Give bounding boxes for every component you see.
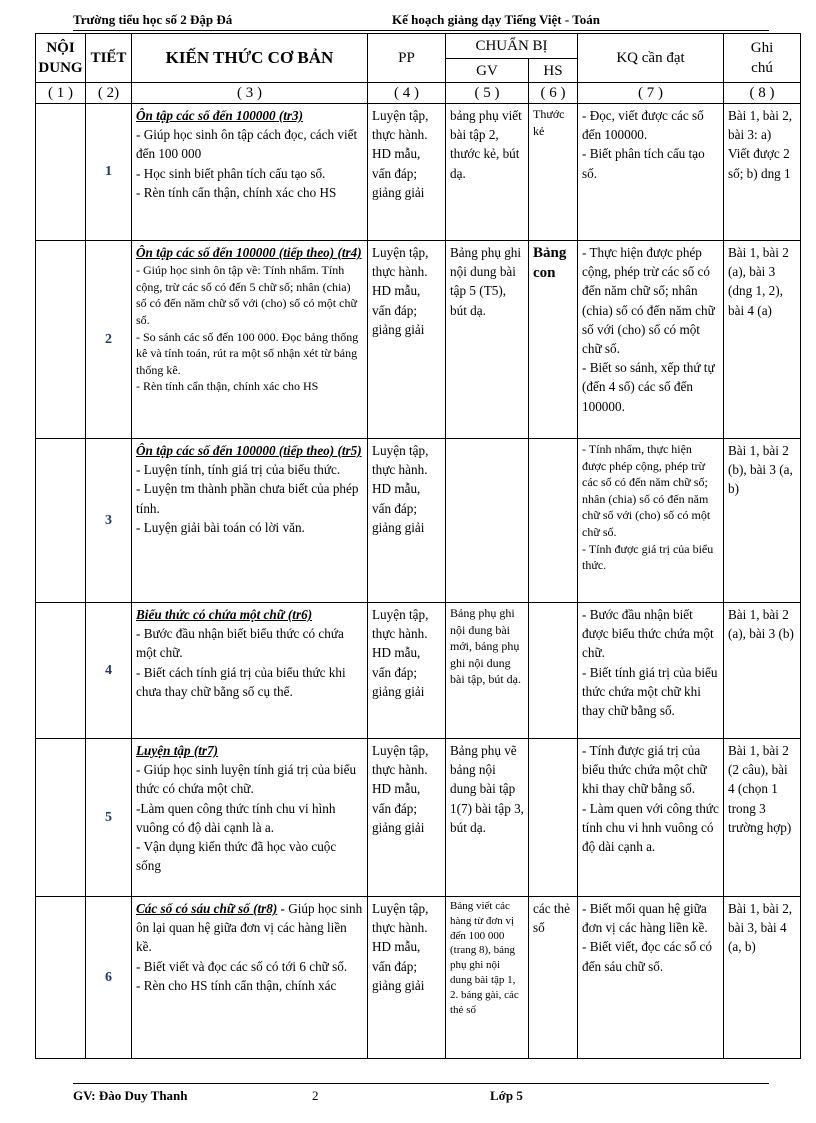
lesson-title: Biểu thức có chứa một chữ (tr6)	[136, 607, 313, 622]
content-line: -Làm quen công thức tính chu vi hình vuông có độ dài cạnh là a.	[136, 800, 336, 835]
pp-cell: Luyện tập, thực hành. HD mẫu, vấn đáp; giảng giải	[368, 739, 446, 897]
gv-cell: Bảng phụ ghi nội dung bài tập 5 (T5), bút dạ.	[446, 241, 529, 439]
content-cell	[132, 104, 368, 241]
content-line: - So sánh các số đến 100 000. Đọc bảng thống kê và tính toán, rút ra một số nhận xét từ bảng thống kê.	[136, 329, 359, 377]
content-line: - Giúp học sinh luyện tính giá trị của biểu thức có chứa một chữ.	[136, 762, 357, 797]
table-row	[36, 603, 801, 739]
content-line: - Học sinh biết phân tích cấu tạo số.	[136, 165, 326, 181]
table-row	[36, 897, 801, 1059]
gv-cell: Bảng phụ ghi nội dung bài mới, bảng phụ ghi nội dung bài tập, bút dạ.	[446, 603, 529, 739]
table-row	[36, 104, 801, 241]
content-cell	[132, 897, 368, 1059]
content-line: - Bước đầu nhận biết biểu thức có chứa một chữ.	[136, 626, 344, 661]
content-line: - Giúp học sinh ôn tập về: Tính nhẩm. Tính cộng, trừ các số có đến 5 chữ số; nhân (chia) số có đến năm chữ số với (cho) số có một chữ số.	[136, 263, 357, 327]
content-cell	[132, 603, 368, 739]
noi-dung-cell	[36, 104, 86, 241]
ghi-chu-cell: Bài 1, bài 2 (b), bài 3 (a, b)	[724, 439, 801, 603]
kq-line: - Biết so sánh, xếp thứ tự (đến 4 số) các số đến 100000.	[582, 360, 715, 414]
pp-cell: Luyện tập, thực hành. HD mẫu, vấn đáp; giảng giải	[368, 439, 446, 603]
ghi-chu-cell: Bài 1, bài 2 (a), bài 3 (dng 1, 2), bài 4 (a)	[724, 241, 801, 439]
class-name: Lớp 5	[490, 1088, 523, 1103]
kq-line: - Làm quen với công thức tính chu vi hnh vuông có độ dài cạnh a.	[582, 800, 719, 855]
lesson-title-tail: - Giúp học sinh ôn lại quan hệ giữa đơn vị các hàng liền kề.	[136, 901, 363, 955]
hs-cell: các thẻ số	[529, 897, 578, 1059]
kq-line: - Biết mối quan hệ giữa đơn vị các hàng liền kề.	[582, 901, 708, 936]
kq-line: - Biết tính giá trị của biểu thức chứa một chữ khi thay chữ bằng số.	[582, 664, 718, 719]
page-number: 2	[312, 1088, 319, 1103]
pp-cell: Luyện tập, thực hành. HD mẫu, vấn đáp; giảng giải	[368, 603, 446, 739]
col-number: ( 7 )	[578, 83, 724, 104]
col-number: ( 5 )	[446, 83, 529, 104]
gv-cell: bảng phụ viết bài tập 2, thước kẻ, bút dạ.	[446, 104, 529, 241]
gv-cell: Bảng phụ vẽ bảng nội dung bài tập 1(7) bài tập 3, bút dạ.	[446, 739, 529, 897]
content-line: - Rèn tính cẩn thận, chính xác cho HS	[136, 184, 337, 200]
pp-cell: Luyện tập, thực hành. HD mẫu, vấn đáp; giảng giải	[368, 104, 446, 241]
hs-cell: Bảng con	[529, 241, 578, 439]
col-hs: HS	[529, 59, 578, 83]
kq-cell	[578, 104, 724, 241]
col-kq: KQ cần đạt	[578, 34, 724, 83]
col-number: ( 1 )	[36, 83, 86, 104]
col-number: ( 8 )	[724, 83, 801, 104]
col-noi-dung-line1: NỘI	[46, 40, 75, 56]
col-number: ( 4 )	[368, 83, 446, 104]
noi-dung-cell	[36, 897, 86, 1059]
noi-dung-cell	[36, 739, 86, 897]
school-name: Trường tiểu học số 2 Đập Đá	[73, 12, 233, 27]
ghi-chu-cell: Bài 1, bài 2 (a), bài 3 (b)	[724, 603, 801, 739]
content-cell	[132, 241, 368, 439]
tiet-number: 2	[86, 241, 132, 439]
kq-line: - Biết phân tích cấu tạo số.	[582, 146, 705, 181]
lesson-title: Ôn tập các số đến 100000 (tiếp theo) (tr5)	[136, 443, 362, 458]
content-line: - Biết cách tính giá trị của biểu thức khi chưa thay chữ bằng số cụ thể.	[136, 664, 346, 699]
lesson-title: Các số có sáu chữ số (tr8)	[136, 901, 278, 916]
col-chuan-bi: CHUẨN BỊ	[446, 34, 578, 59]
ghi-chu-cell: Bài 1, bài 2, bài 3: a) Viết được 2 số; b) dng 1	[724, 104, 801, 241]
header-row-1	[36, 34, 801, 59]
tiet-number: 5	[86, 739, 132, 897]
col-kien-thuc: KIẾN THỨC CƠ BẢN	[132, 34, 368, 83]
ghi-chu-cell: Bài 1, bài 2 (2 câu), bài 4 (chọn 1 trong 3 trường hợp)	[724, 739, 801, 897]
lesson-title: Luyện tập (tr7)	[136, 743, 219, 758]
table-row	[36, 241, 801, 439]
hs-cell	[529, 603, 578, 739]
col-ghi-chu	[724, 34, 801, 83]
content-cell	[132, 439, 368, 603]
content-cell	[132, 739, 368, 897]
col-tiet: TIẾT	[86, 34, 132, 83]
column-number-row	[36, 83, 801, 104]
kq-cell	[578, 439, 724, 603]
col-pp: PP	[368, 34, 446, 83]
gv-cell	[446, 439, 529, 603]
col-ghi-chu-line1: Ghi	[750, 40, 774, 56]
kq-cell	[578, 241, 724, 439]
table-row	[36, 439, 801, 603]
table-row	[36, 739, 801, 897]
teacher-name: GV: Đào Duy Thanh	[73, 1088, 188, 1103]
kq-line: - Tính nhẩm, thực hiện được phép cộng, phép trừ các số có đến năm chữ số; nhân (chia) số có đến năm chữ số với (cho) số có một chữ số.	[582, 442, 711, 539]
col-ghi-chu-line2: chú	[751, 60, 773, 76]
hs-cell	[529, 739, 578, 897]
col-number: ( 6 )	[529, 83, 578, 104]
noi-dung-cell	[36, 439, 86, 603]
kq-line: - Đọc, viết được các số đến 100000.	[582, 108, 704, 143]
header-rule	[73, 30, 769, 31]
lesson-plan-table	[35, 33, 801, 1059]
col-noi-dung-line2: DUNG	[38, 60, 83, 76]
pp-cell: Luyện tập, thực hành. HD mẫu, vấn đáp; giảng giải	[368, 241, 446, 439]
plan-title: Kế hoạch giảng dạy Tiếng Việt - Toán	[392, 12, 600, 27]
content-line: - Luyện tm thành phần chưa biết của phép tính.	[136, 481, 359, 516]
tiet-number: 4	[86, 603, 132, 739]
kq-line: - Thực hiện được phép cộng, phép trừ các số có đến năm chữ số; nhân (chia) số có đến năm chữ số với (cho) số có một chữ số.	[582, 245, 715, 357]
col-gv: GV	[446, 59, 529, 83]
pp-cell: Luyện tập, thực hành. HD mẫu, vấn đáp; giảng giải	[368, 897, 446, 1059]
tiet-number: 1	[86, 104, 132, 241]
content-line: - Biết viết và đọc các số có tới 6 chữ số.	[136, 958, 348, 974]
ghi-chu-cell: Bài 1, bài 2, bài 3, bài 4 (a, b)	[724, 897, 801, 1059]
col-number: ( 3 )	[132, 83, 368, 104]
kq-line: - Biết viết, đọc các số có đến sáu chữ số.	[582, 939, 712, 974]
kq-cell	[578, 897, 724, 1059]
kq-line: - Tính được giá trị của biểu thức.	[582, 541, 714, 573]
gv-cell: Bảng viết các hàng từ đơn vị đến 100 000 (trang 8), bảng phụ ghi nội dung bài tập 1, 2. bảng gài, các thẻ số	[446, 897, 529, 1059]
content-line: - Luyện tính, tính giá trị của biểu thức.	[136, 462, 341, 478]
tiet-number: 3	[86, 439, 132, 603]
noi-dung-cell	[36, 241, 86, 439]
content-line: - Giúp học sinh ôn tập cách đọc, cách viết đến 100 000	[136, 127, 358, 162]
content-line: - Rèn cho HS tính cẩn thận, chính xác	[136, 977, 337, 993]
noi-dung-cell	[36, 603, 86, 739]
kq-line: - Bước đầu nhận biết được biểu thức chứa một chữ.	[582, 607, 714, 661]
hs-cell	[529, 439, 578, 603]
col-number: ( 2)	[86, 83, 132, 104]
footer-rule	[73, 1083, 769, 1084]
lesson-title: Ôn tập các số đến 100000 (tr3)	[136, 108, 304, 123]
content-line: - Rèn tính cẩn thận, chính xác cho HS	[136, 379, 319, 394]
tiet-number: 6	[86, 897, 132, 1059]
kq-cell	[578, 603, 724, 739]
hs-cell: Thước kẻ	[529, 104, 578, 241]
kq-cell	[578, 739, 724, 897]
col-noi-dung	[36, 34, 86, 83]
content-line: - Vận dụng kiến thức đã học vào cuộc sống	[136, 839, 337, 874]
content-line: - Luyện giải bài toán có lời văn.	[136, 519, 305, 535]
lesson-title: Ôn tập các số đến 100000 (tiếp theo) (tr4)	[136, 245, 362, 260]
kq-line: - Tính được giá trị của biểu thức chứa một chữ khi thay chữ bằng số.	[582, 743, 707, 797]
